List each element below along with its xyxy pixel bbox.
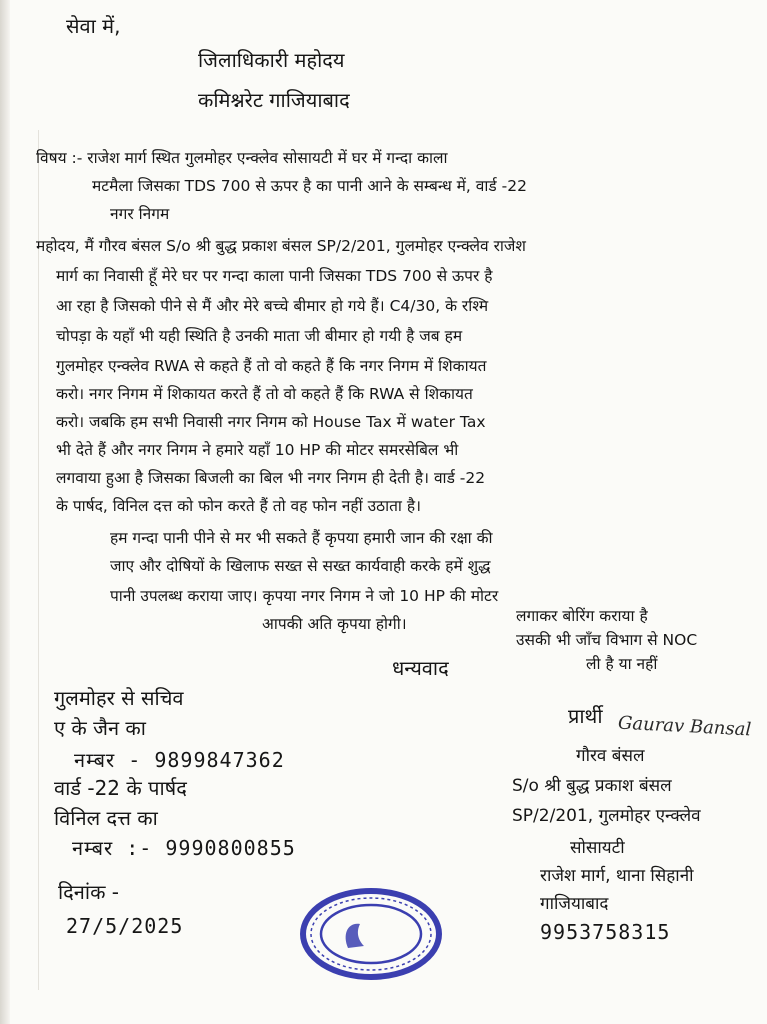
- applicant-line: S/o श्री बुद्ध प्रकाश बंसल: [512, 776, 672, 796]
- contact-line: विनिल दत्त का: [54, 806, 158, 830]
- body-line: लगवाया हुआ है जिसका बिजली का बिल भी नगर निगम ही देती है। वार्ड -22: [56, 469, 486, 487]
- margin-line: [38, 130, 39, 990]
- page-edge: [0, 0, 10, 1024]
- contact-line: ए के जैन का: [54, 716, 146, 740]
- stamp-inner-ring: [321, 905, 421, 963]
- subject-line: मटमैला जिसका TDS 700 से ऊपर है का पानी आने के सम्बन्ध में, वार्ड -22: [92, 177, 527, 195]
- closing-thanks: धन्यवाद: [392, 656, 449, 680]
- subject-line: नगर निगम: [110, 205, 170, 223]
- contact-phone: नम्बर :- 9990800855: [72, 836, 296, 860]
- body-line: भी देते हैं और नगर निगम ने हमारे यहाँ 10 HP की मोटर समरसेबिल भी: [56, 441, 459, 459]
- body-tail-right: लगाकर बोरिंग कराया है: [516, 607, 648, 625]
- applicant-phone: 9953758315: [540, 920, 671, 944]
- body-tail-right: उसकी भी जाँच विभाग से NOC: [516, 631, 698, 649]
- applicant-line: राजेश मार्ग, थाना सिहानी: [540, 866, 694, 886]
- body-line: के पार्षद, विनिल दत्त को फोन करते हैं तो वह फोन नहीं उठाता है।: [56, 497, 421, 515]
- body-line: करो। जबकि हम सभी निवासी नगर निगम को House Tax में water Tax: [56, 413, 486, 431]
- body-line: जाए और दोषियों के खिलाफ सख्त से सख्त कार्यवाही करके हमें शुद्ध: [110, 557, 491, 575]
- applicant-line: सोसायटी: [570, 838, 625, 858]
- body-line: पानी उपलब्ध कराया जाए। कृपया नगर निगम ने जो 10 HP की मोटर: [110, 587, 499, 605]
- salutation-to: सेवा में,: [66, 14, 121, 38]
- office-stamp: [298, 886, 444, 982]
- body-line: महोदय, मैं गौरव बंसल S/o श्री बुद्ध प्रकाश बंसल SP/2/201, गुलमोहर एन्क्लेव राजेश: [36, 237, 526, 255]
- stamp-dotted-ring: [311, 898, 431, 970]
- stamp-graphic: [298, 886, 444, 982]
- contact-line: गुलमोहर से सचिव: [54, 686, 184, 710]
- body-tail-right: ली है या नहीं: [586, 655, 658, 673]
- body-line: आ रहा है जिसको पीने से मैं और मेरे बच्चे बीमार हो गये हैं। C4/30, के रश्मि: [56, 297, 489, 315]
- applicant-label: प्रार्थी: [568, 704, 603, 728]
- applicant-signature: Gaurav Bansal: [617, 712, 752, 741]
- body-line: करो। नगर निगम में शिकायत करते हैं तो वो कहते हैं कि RWA से शिकायत: [56, 385, 473, 403]
- recipient-line-2: कमिश्नरेट गाजियाबाद: [198, 88, 350, 112]
- applicant-line: गौरव बंसल: [576, 746, 645, 766]
- subject-line: विषय :- राजेश मार्ग स्थित गुलमोहर एन्क्लेव सोसायटी में घर में गन्दा काला: [36, 149, 448, 167]
- body-line: चोपड़ा के यहाँ भी यही स्थिति है उनकी माता जी बीमार हो गयी है जब हम: [56, 327, 463, 345]
- body-line: हम गन्दा पानी पीने से मर भी सकते हैं कृपया हमारी जान की रक्षा की: [110, 529, 493, 547]
- body-line: मार्ग का निवासी हूँ मेरे घर पर गन्दा काला पानी जिसका TDS 700 से ऊपर है: [56, 267, 493, 285]
- date-value: 27/5/2025: [66, 914, 184, 938]
- applicant-line: SP/2/201, गुलमोहर एन्क्लेव: [512, 806, 701, 826]
- stamp-emblem-icon: [346, 924, 364, 948]
- body-tail-left: आपकी अति कृपया होगी।: [262, 615, 407, 633]
- contact-line: वार्ड -22 के पार्षद: [54, 776, 187, 800]
- body-line: गुलमोहर एन्क्लेव RWA से कहते हैं तो वो कहते हैं कि नगर निगम में शिकायत: [56, 357, 487, 375]
- recipient-line-1: जिलाधिकारी महोदय: [198, 48, 345, 72]
- applicant-line: गाजियाबाद: [540, 894, 609, 914]
- date-label: दिनांक -: [58, 880, 120, 904]
- contact-phone: नम्बर - 9899847362: [74, 748, 285, 772]
